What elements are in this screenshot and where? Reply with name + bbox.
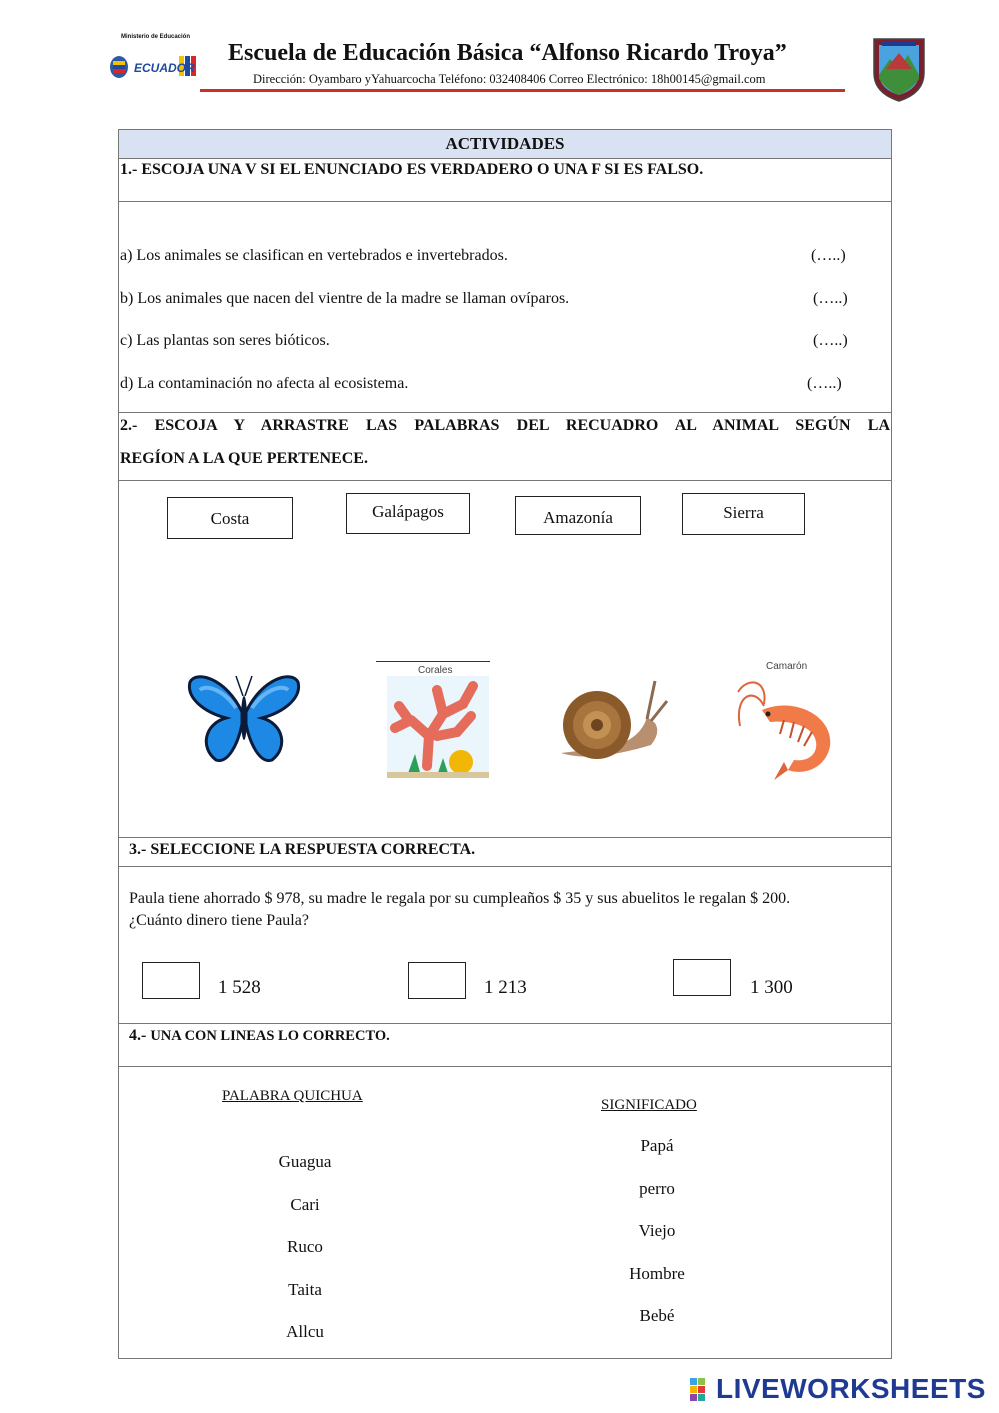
answer-blank-b[interactable]: (…..) bbox=[813, 290, 848, 307]
divider bbox=[118, 480, 892, 481]
word-card-costa[interactable]: Costa bbox=[167, 497, 293, 539]
section1-title: 1.- ESCOJA UNA V SI EL ENUNCIADO ES VERDADERO O UNA F SI ES FALSO. bbox=[120, 161, 704, 178]
section4-title-prefix: 4.- bbox=[129, 1027, 147, 1044]
ministry-logo bbox=[107, 34, 202, 84]
divider bbox=[118, 158, 892, 159]
word-card-galapagos[interactable]: Galápagos bbox=[346, 493, 470, 534]
statement-a: a) Los animales se clasifican en vertebrados e invertebrados. bbox=[120, 247, 508, 264]
shrimp-label: Camarón bbox=[766, 661, 808, 672]
liveworksheets-brand[interactable]: LIVEWORKSHEETS bbox=[716, 1373, 986, 1404]
left-column-header: PALABRA QUICHUA bbox=[222, 1088, 363, 1104]
option-value-2: 1 213 bbox=[484, 977, 527, 998]
option-checkbox-1[interactable] bbox=[142, 962, 200, 999]
coral-label-line bbox=[376, 661, 490, 662]
word-card-sierra[interactable]: Sierra bbox=[682, 493, 805, 535]
right-column-header: SIGNIFICADO bbox=[601, 1097, 697, 1113]
ministry-label: Ministerio de Educación bbox=[121, 34, 191, 40]
word-card-amazonia[interactable]: Amazonía bbox=[515, 496, 641, 535]
section2-title-line2: REGÍON A LA QUE PERTENECE. bbox=[120, 450, 368, 467]
option-checkbox-2[interactable] bbox=[408, 962, 466, 999]
quichua-word-1[interactable]: Guagua bbox=[278, 1152, 332, 1171]
meaning-word-3[interactable]: Viejo bbox=[638, 1221, 676, 1240]
school-shield-icon bbox=[870, 35, 928, 103]
snail-image[interactable] bbox=[551, 673, 669, 765]
shrimp-image[interactable] bbox=[734, 676, 840, 782]
ecuador-logo-icon bbox=[107, 34, 202, 84]
option-checkbox-3[interactable] bbox=[673, 959, 731, 996]
option-value-1: 1 528 bbox=[218, 977, 261, 998]
option-value-3: 1 300 bbox=[750, 977, 793, 998]
meaning-word-5[interactable]: Bebé bbox=[639, 1306, 675, 1325]
header-divider bbox=[200, 89, 845, 92]
butterfly-image[interactable] bbox=[186, 668, 302, 766]
section3-title: 3.- SELECCIONE LA RESPUESTA CORRECTA. bbox=[129, 841, 476, 858]
answer-blank-d[interactable]: (…..) bbox=[807, 375, 842, 392]
divider bbox=[118, 1066, 892, 1067]
activities-title: ACTIVIDADES bbox=[119, 130, 891, 158]
section4-title bbox=[129, 1027, 390, 1045]
quichua-word-3[interactable]: Ruco bbox=[287, 1237, 323, 1256]
statement-c: c) Las plantas son seres bióticos. bbox=[120, 332, 330, 349]
quichua-word-5[interactable]: Allcu bbox=[286, 1322, 324, 1341]
statement-d: d) La contaminación no afecta al ecosistema. bbox=[120, 375, 409, 392]
divider bbox=[118, 412, 892, 413]
meaning-word-2[interactable]: perro bbox=[639, 1179, 675, 1198]
divider bbox=[118, 837, 892, 838]
school-title: Escuela de Educación Básica “Alfonso Ricardo Troya” bbox=[228, 40, 787, 66]
answer-blank-c[interactable]: (…..) bbox=[813, 332, 848, 349]
section2-title-line1: 2.- ESCOJA Y ARRASTRE LAS PALABRAS DEL RECUADRO AL ANIMAL SEGÚN LA bbox=[120, 417, 890, 434]
ecuador-label: ECUADOR bbox=[134, 61, 195, 75]
answer-blank-a[interactable]: (…..) bbox=[811, 247, 846, 264]
statement-b: b) Los animales que nacen del vientre de la madre se llaman ovíparos. bbox=[120, 290, 570, 307]
meaning-word-4[interactable]: Hombre bbox=[629, 1264, 685, 1283]
divider bbox=[118, 201, 892, 202]
problem-line2: ¿Cuánto dinero tiene Paula? bbox=[129, 912, 309, 929]
divider bbox=[118, 1023, 892, 1024]
liveworksheets-logo-icon bbox=[690, 1378, 714, 1402]
quichua-word-2[interactable]: Cari bbox=[290, 1195, 320, 1214]
quichua-word-4[interactable]: Taita bbox=[288, 1280, 322, 1299]
meaning-word-1[interactable]: Papá bbox=[640, 1136, 674, 1155]
divider bbox=[118, 866, 892, 867]
coral-label: Corales bbox=[418, 665, 453, 676]
coral-image[interactable] bbox=[387, 676, 489, 778]
school-info: Dirección: Oyambaro yYahuarcocha Teléfono: 032408406 Correo Electrónico: 18h00145@gmail.com bbox=[253, 72, 766, 86]
problem-line1: Paula tiene ahorrado $ 978, su madre le regala por su cumpleaños $ 35 y sus abuelitos le regalan $ 200. bbox=[129, 890, 791, 907]
section4-title-rest: UNA CON LINEAS LO CORRECTO. bbox=[150, 1028, 390, 1044]
